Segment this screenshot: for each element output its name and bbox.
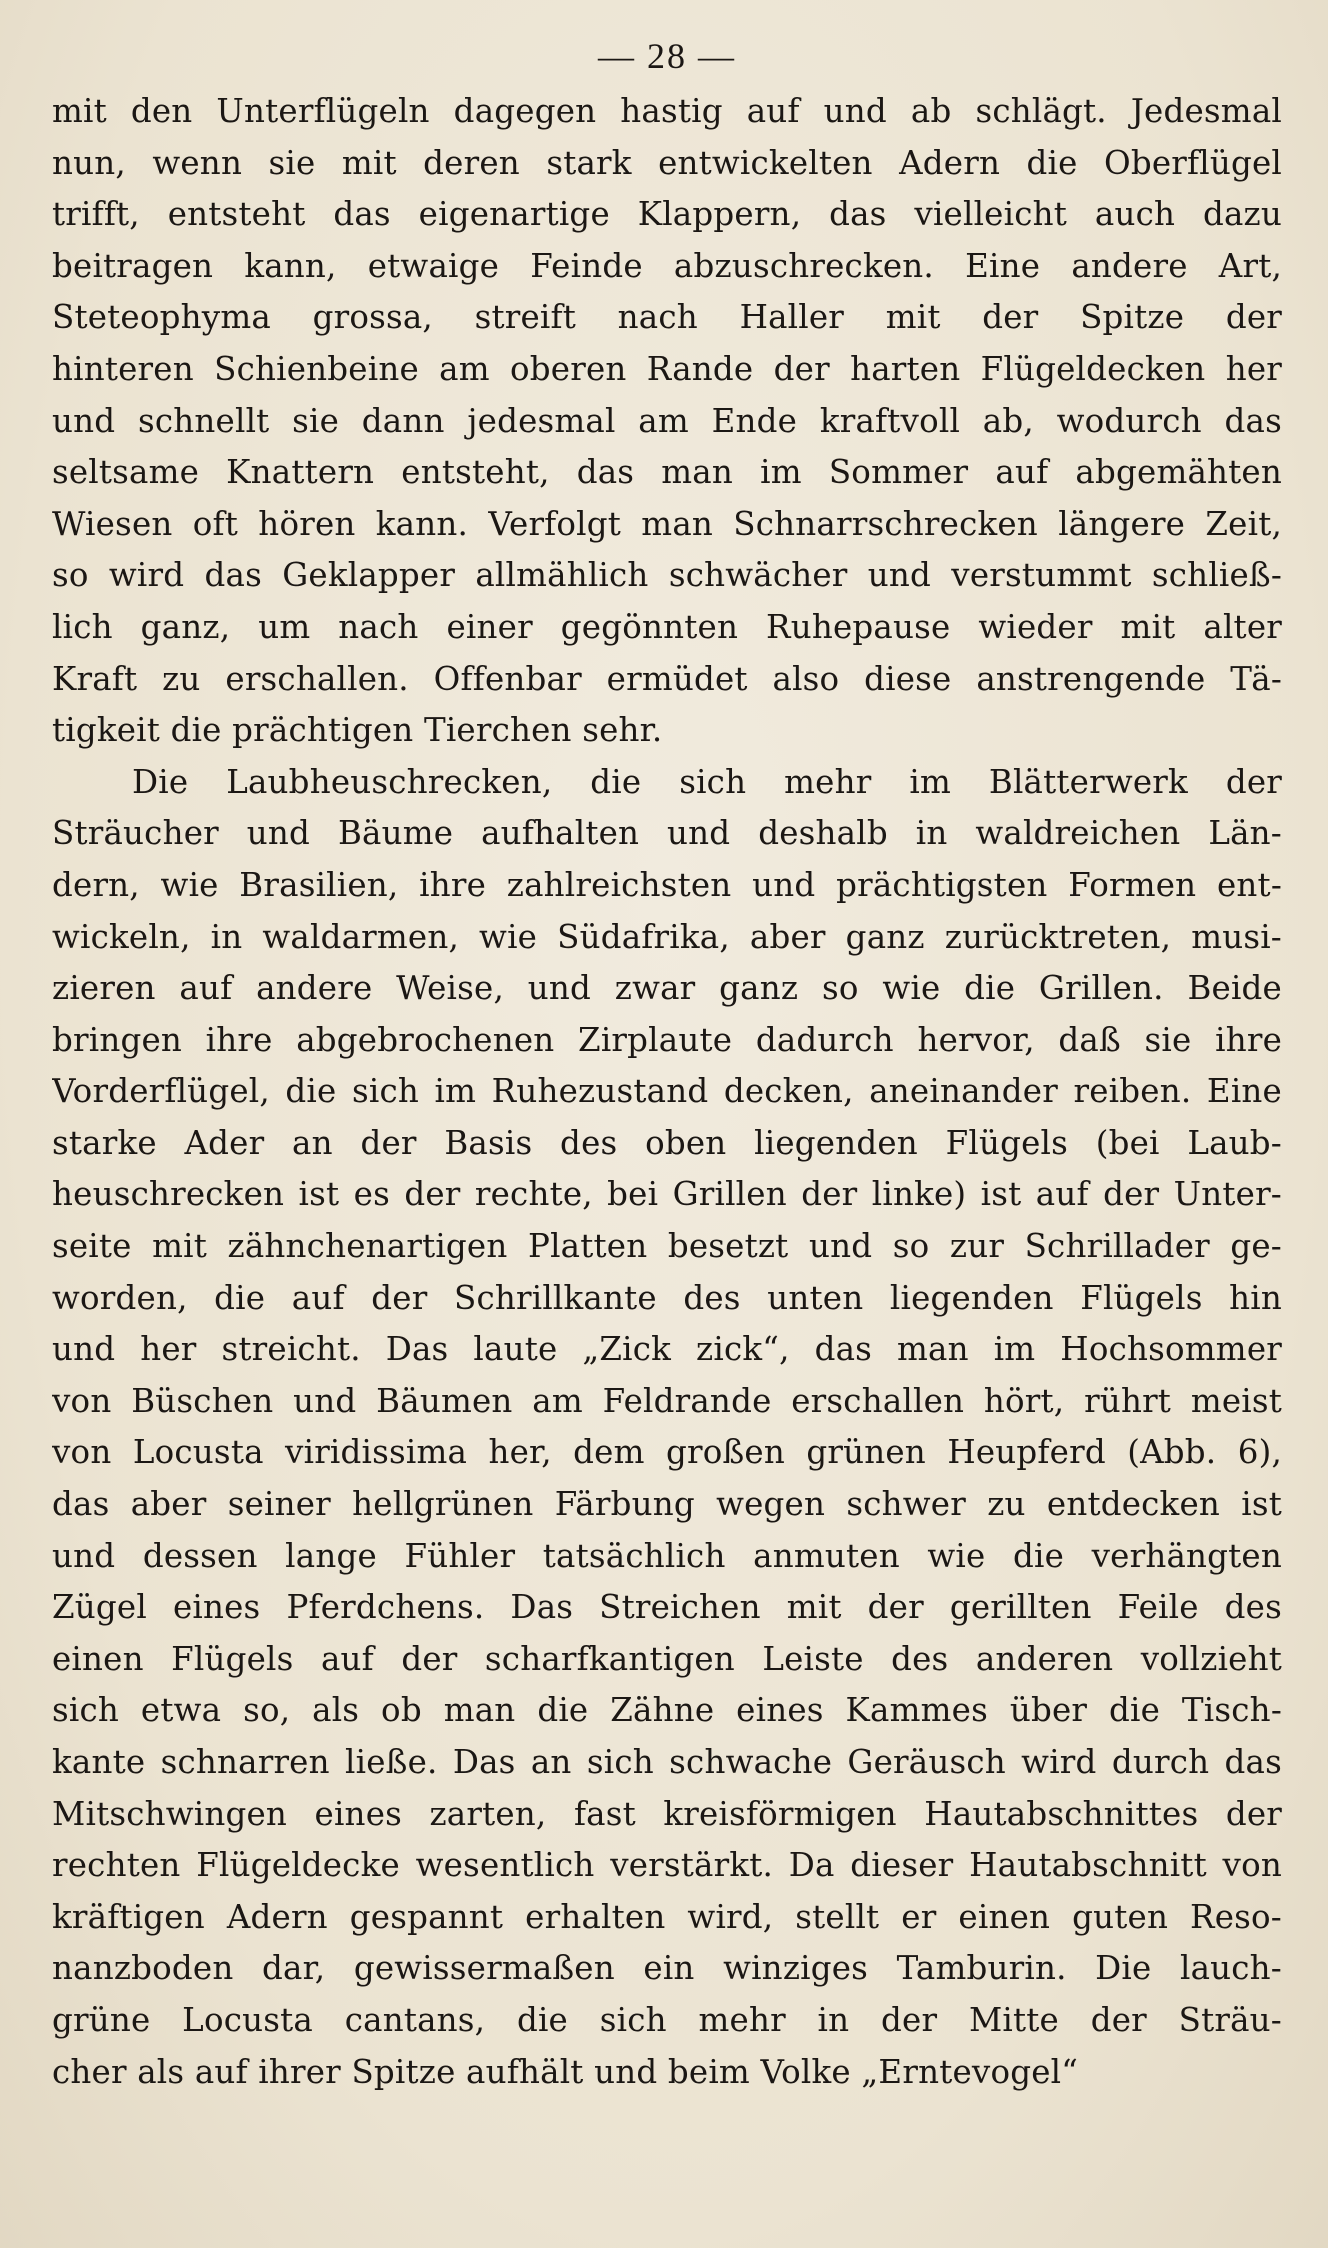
text-line: nun, wenn sie mit deren stark entwickelten Adern die Oberflügel (52, 143, 1282, 182)
body-text (52, 86, 1282, 2098)
text-line: Vorderflügel, die sich im Ruhezustand decken, aneinander reiben. Eine (52, 1072, 1282, 1111)
paragraph-1 (52, 86, 1282, 757)
text-line: einen Flügels auf der scharfkantigen Leiste des anderen vollzieht (52, 1639, 1282, 1678)
text-line: worden, die auf der Schrillkante des unten liegenden Flügels hin (52, 1278, 1282, 1317)
text-line: lich ganz, um nach einer gegönnten Ruhepause wieder mit alter (52, 607, 1282, 646)
text-line: sich etwa so, als ob man die Zähne eines Kammes über die Tisch- (52, 1691, 1282, 1730)
text-line: und her streicht. Das laute „Zick zick“, das man im Hochsommer (52, 1330, 1282, 1369)
text-line: beitragen kann, etwaige Feinde abzuschrecken. Eine andere Art, (52, 246, 1282, 285)
text-line: bringen ihre abgebrochenen Zirplaute dadurch hervor, daß sie ihre (52, 1020, 1282, 1059)
text-line: cher als auf ihrer Spitze aufhält und beim Volke „Erntevogel“ (52, 2052, 1079, 2091)
text-line: kante schnarren ließe. Das an sich schwache Geräusch wird durch das (52, 1743, 1282, 1781)
text-line: rechten Flügeldecke wesentlich verstärkt. Da dieser Hautabschnitt von (52, 1846, 1282, 1885)
page-number: — 28 — (598, 36, 736, 76)
text-line: und schnellt sie dann jedesmal am Ende kraftvoll ab, wodurch das (52, 401, 1282, 440)
text-line: nanzboden dar, gewissermaßen ein winziges Tamburin. Die lauch- (52, 1949, 1282, 1988)
text-line: dern, wie Brasilien, ihre zahlreichsten und prächtigsten Formen ent- (52, 865, 1282, 904)
text-line: Kraft zu erschallen. Offenbar ermüdet also diese anstrengende Tä- (52, 659, 1282, 698)
text-line: Zügel eines Pferdchens. Das Streichen mit der gerillten Feile des (52, 1588, 1282, 1627)
text-line: grüne Locusta cantans, die sich mehr in der Mitte der Sträu- (52, 2000, 1282, 2039)
text-line: Wiesen oft hören kann. Verfolgt man Schnarrschrecken längere Zeit, (52, 504, 1282, 543)
text-line: von Locusta viridissima her, dem großen grünen Heupferd (Abb. 6), (52, 1433, 1282, 1472)
text-line: mit den Unterflügeln dagegen hastig auf und ab schlägt. Jedesmal (52, 92, 1282, 130)
text-line: das aber seiner hellgrünen Färbung wegen schwer zu entdecken ist (52, 1485, 1282, 1524)
text-line: kräftigen Adern gespannt erhalten wird, stellt er einen guten Reso- (52, 1897, 1282, 1936)
text-line: Steteophyma grossa, streift nach Haller mit der Spitze der (52, 298, 1282, 337)
text-line: wickeln, in waldarmen, wie Südafrika, aber ganz zurücktreten, musi- (52, 917, 1282, 956)
text-line: von Büschen und Bäumen am Feldrande erschallen hört, rührt meist (52, 1381, 1282, 1420)
text-line: Die Laubheuschrecken, die sich mehr im Blätterwerk der (132, 762, 1282, 801)
paragraph-2 (52, 757, 1282, 2098)
text-line: hinteren Schienbeine am oberen Rande der harten Flügeldecken her (52, 349, 1282, 388)
text-line: tigkeit die prächtigen Tierchen sehr. (52, 711, 663, 750)
text-line: starke Ader an der Basis des oben liegenden Flügels (bei Laub- (52, 1123, 1282, 1162)
text-line: seite mit zähnchenartigen Platten besetzt und so zur Schrillader ge- (52, 1227, 1282, 1266)
text-line: trifft, entsteht das eigenartige Klappern, das vielleicht auch dazu (52, 195, 1282, 234)
text-line: so wird das Geklapper allmählich schwächer und verstummt schließ- (52, 556, 1282, 595)
text-line: und dessen lange Fühler tatsächlich anmuten wie die verhängten (52, 1536, 1282, 1575)
text-line: Sträucher und Bäume aufhalten und deshalb in waldreichen Län- (52, 814, 1282, 853)
text-line: heuschrecken ist es der rechte, bei Grillen der linke) ist auf der Unter- (52, 1175, 1282, 1214)
text-line: Mitschwingen eines zarten, fast kreisförmigen Hautabschnittes der (52, 1794, 1282, 1833)
text-line: zieren auf andere Weise, und zwar ganz so wie die Grillen. Beide (52, 969, 1282, 1008)
text-line: seltsame Knattern entsteht, das man im Sommer auf abgemähten (52, 453, 1282, 492)
